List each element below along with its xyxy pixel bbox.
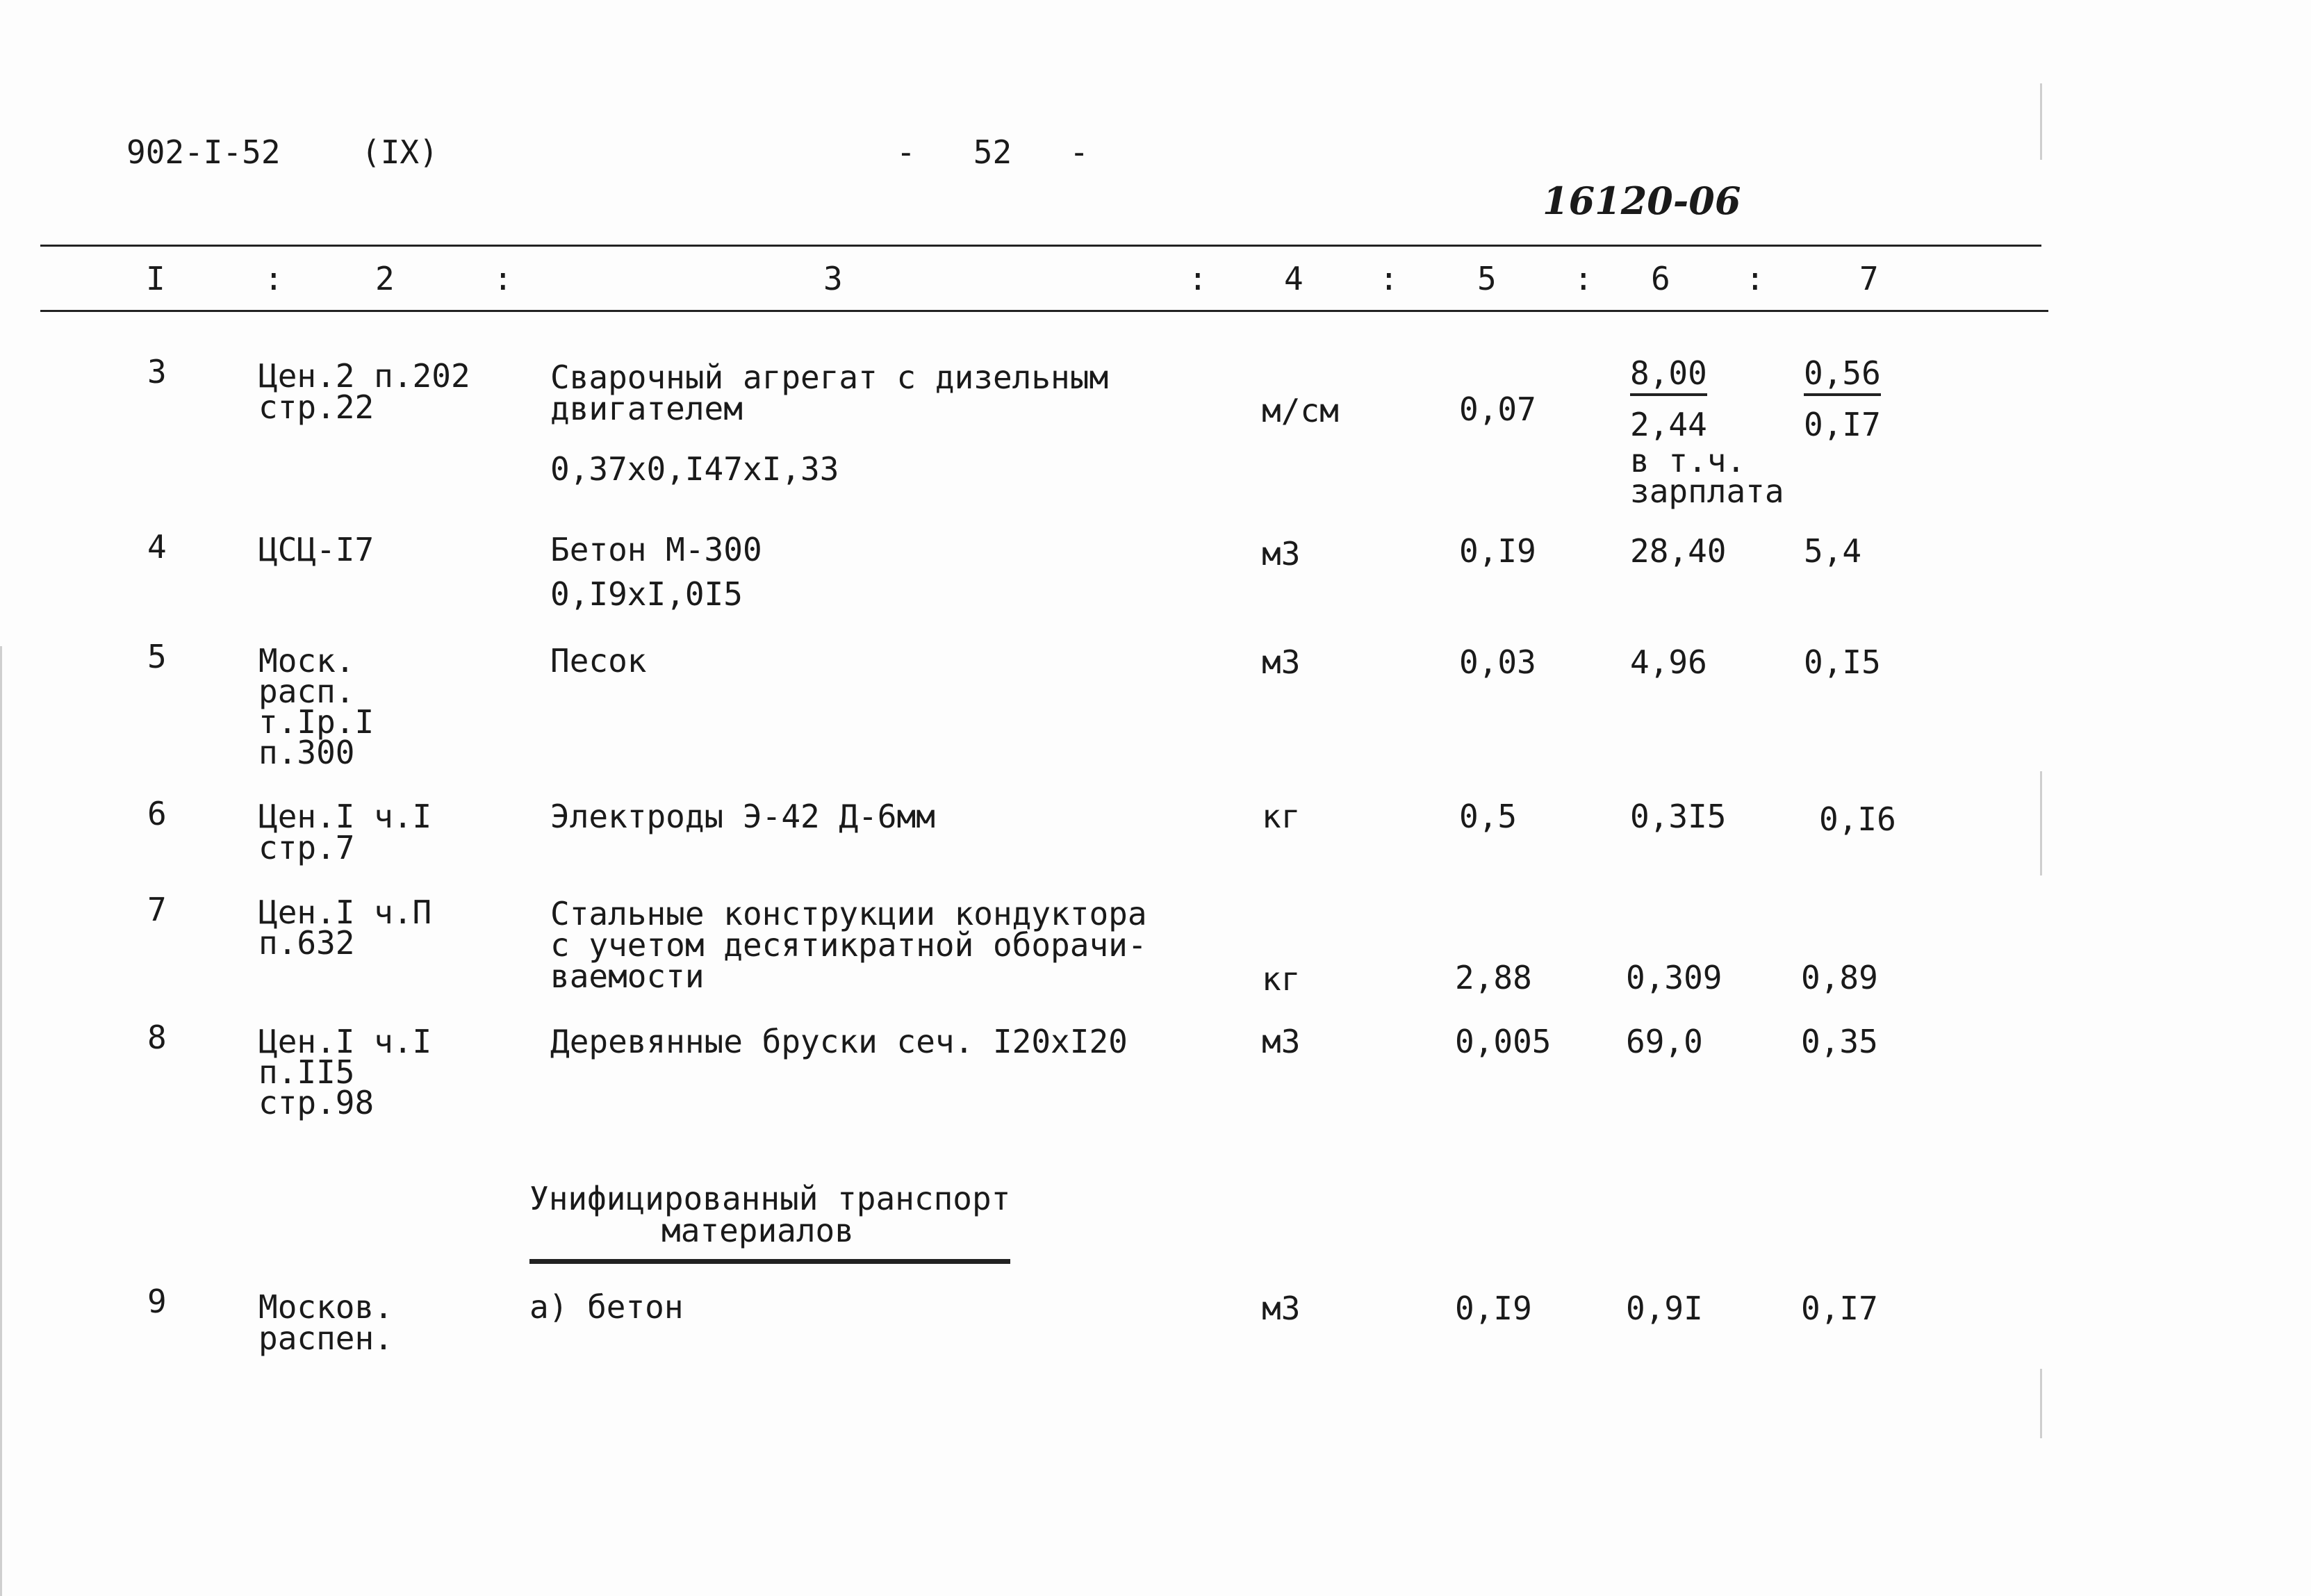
page-number: - 52 - [896, 133, 1089, 171]
handwritten-note: 16120-06 [1543, 179, 1741, 223]
col-2-separator: : [493, 260, 513, 297]
row-total-numerator: 0,56 [1804, 357, 1881, 396]
row-source-line: Цен.2 п.202 [258, 357, 470, 395]
header-top-rule [40, 245, 2041, 247]
col-3-number: 3 [823, 260, 843, 297]
row-unit: м/см [1262, 392, 1339, 429]
row-source-line: распен. [258, 1319, 393, 1357]
row-description-line: ваемости [550, 957, 705, 995]
row-source-line: Москов. [258, 1288, 393, 1326]
row-total-denominator: 0,I7 [1804, 406, 1881, 443]
table-row-number: 5 [147, 638, 167, 675]
row-source-line: п.632 [258, 924, 355, 962]
row-price-numerator: 8,00 [1630, 357, 1707, 396]
table-row-number: 6 [147, 795, 167, 832]
header-bottom-rule [40, 310, 2048, 312]
col-7-number: 7 [1859, 260, 1879, 297]
row-total: 0,I6 [1819, 800, 1896, 838]
section-title-line: материалов [661, 1212, 854, 1249]
row-quantity: 0,03 [1459, 643, 1536, 681]
scan-edge-left [0, 646, 2, 1596]
row-quantity: 2,88 [1455, 959, 1532, 996]
col-1-separator: : [264, 260, 283, 297]
row-quantity: 0,5 [1459, 798, 1518, 835]
row-unit: кг [1262, 798, 1301, 835]
row-description-line: Бетон М-300 [550, 531, 762, 568]
row-price-denominator: 2,44 [1630, 406, 1707, 443]
row-unit: м3 [1262, 1290, 1301, 1327]
row-price: 0,3I5 [1630, 798, 1727, 835]
col-6-separator: : [1745, 260, 1765, 297]
col-1-number: I [146, 260, 165, 297]
row-source-line: п.300 [258, 734, 355, 771]
row-quantity: 0,I9 [1459, 532, 1536, 570]
col-4-number: 4 [1284, 260, 1303, 297]
row-unit: кг [1262, 960, 1301, 998]
row-source-line: стр.7 [258, 829, 355, 866]
row-quantity: 0,I9 [1455, 1290, 1532, 1327]
row-quantity: 0,005 [1455, 1023, 1552, 1060]
row-description-line: Стальные конструкции кондуктора [550, 895, 1147, 932]
row-quantity: 0,07 [1459, 390, 1536, 428]
row-source-line: расп. [258, 673, 355, 710]
row-description-line: с учетом десятикратной оборачи- [550, 926, 1147, 964]
row-description-line: двигателем [550, 390, 743, 427]
col-5-number: 5 [1477, 260, 1497, 297]
row-source-line: Цен.I ч.I [258, 798, 432, 835]
row-total: 0,89 [1801, 959, 1878, 996]
col-4-separator: : [1379, 260, 1399, 297]
row-total: 0,35 [1801, 1023, 1878, 1060]
row-description-line: Электроды Э-42 Д-6мм [550, 798, 935, 835]
row-source-line: п.II5 [258, 1053, 355, 1091]
doc-code: 902-I-52 [126, 133, 281, 171]
row-source-line: Цен.I ч.П [258, 894, 432, 931]
row-description-line: Песок [550, 642, 647, 680]
row-formula: 0,37x0,I47xI,33 [550, 450, 839, 488]
section-title-line: Унифицированный транспорт [529, 1180, 1011, 1217]
col-5-separator: : [1574, 260, 1593, 297]
row-source-line: т.Iр.I [258, 703, 375, 741]
row-total: 0,I5 [1804, 643, 1881, 681]
row-source-line: Цен.I ч.I [258, 1023, 432, 1060]
scan-edge-right-mid [2040, 771, 2042, 875]
row-unit: м3 [1262, 643, 1301, 681]
scan-edge-right-bottom [2040, 1369, 2042, 1438]
row-price: 0,309 [1626, 959, 1722, 996]
table-row-number: 9 [147, 1283, 167, 1320]
col-3-separator: : [1188, 260, 1208, 297]
row-total: 0,I7 [1801, 1290, 1878, 1327]
row-price: 69,0 [1626, 1023, 1703, 1060]
scan-edge-right-top [2040, 83, 2042, 160]
row-description-line: Деревянные бруски сеч. I20xI20 [550, 1023, 1128, 1060]
section-underline [529, 1259, 1010, 1264]
col-2-number: 2 [375, 260, 395, 297]
table-row-number: 8 [147, 1019, 167, 1056]
row-formula: 0,I9xI,0I5 [550, 575, 743, 613]
row-unit: м3 [1262, 535, 1301, 573]
col-6-number: 6 [1651, 260, 1670, 297]
table-row-number: 7 [147, 891, 167, 928]
row-price: 0,9I [1626, 1290, 1703, 1327]
row-description-line: Сварочный агрегат с дизельным [550, 359, 1109, 396]
row-price-note: в т.ч. [1630, 442, 1746, 479]
row-source-line: стр.22 [258, 388, 375, 426]
row-unit: м3 [1262, 1023, 1301, 1060]
row-price-note: зарплата [1630, 472, 1784, 510]
row-price: 28,40 [1630, 532, 1727, 570]
row-source-line: стр.98 [258, 1084, 375, 1121]
table-row-number: 4 [147, 528, 167, 566]
row-source-line: ЦСЦ-I7 [258, 531, 375, 568]
row-description-line: а) бетон [529, 1288, 684, 1326]
volume-label: (IX) [361, 133, 438, 171]
row-source-line: Моск. [258, 642, 355, 680]
table-row-number: 3 [147, 353, 167, 390]
row-total: 5,4 [1804, 532, 1862, 570]
row-price: 4,96 [1630, 643, 1707, 681]
